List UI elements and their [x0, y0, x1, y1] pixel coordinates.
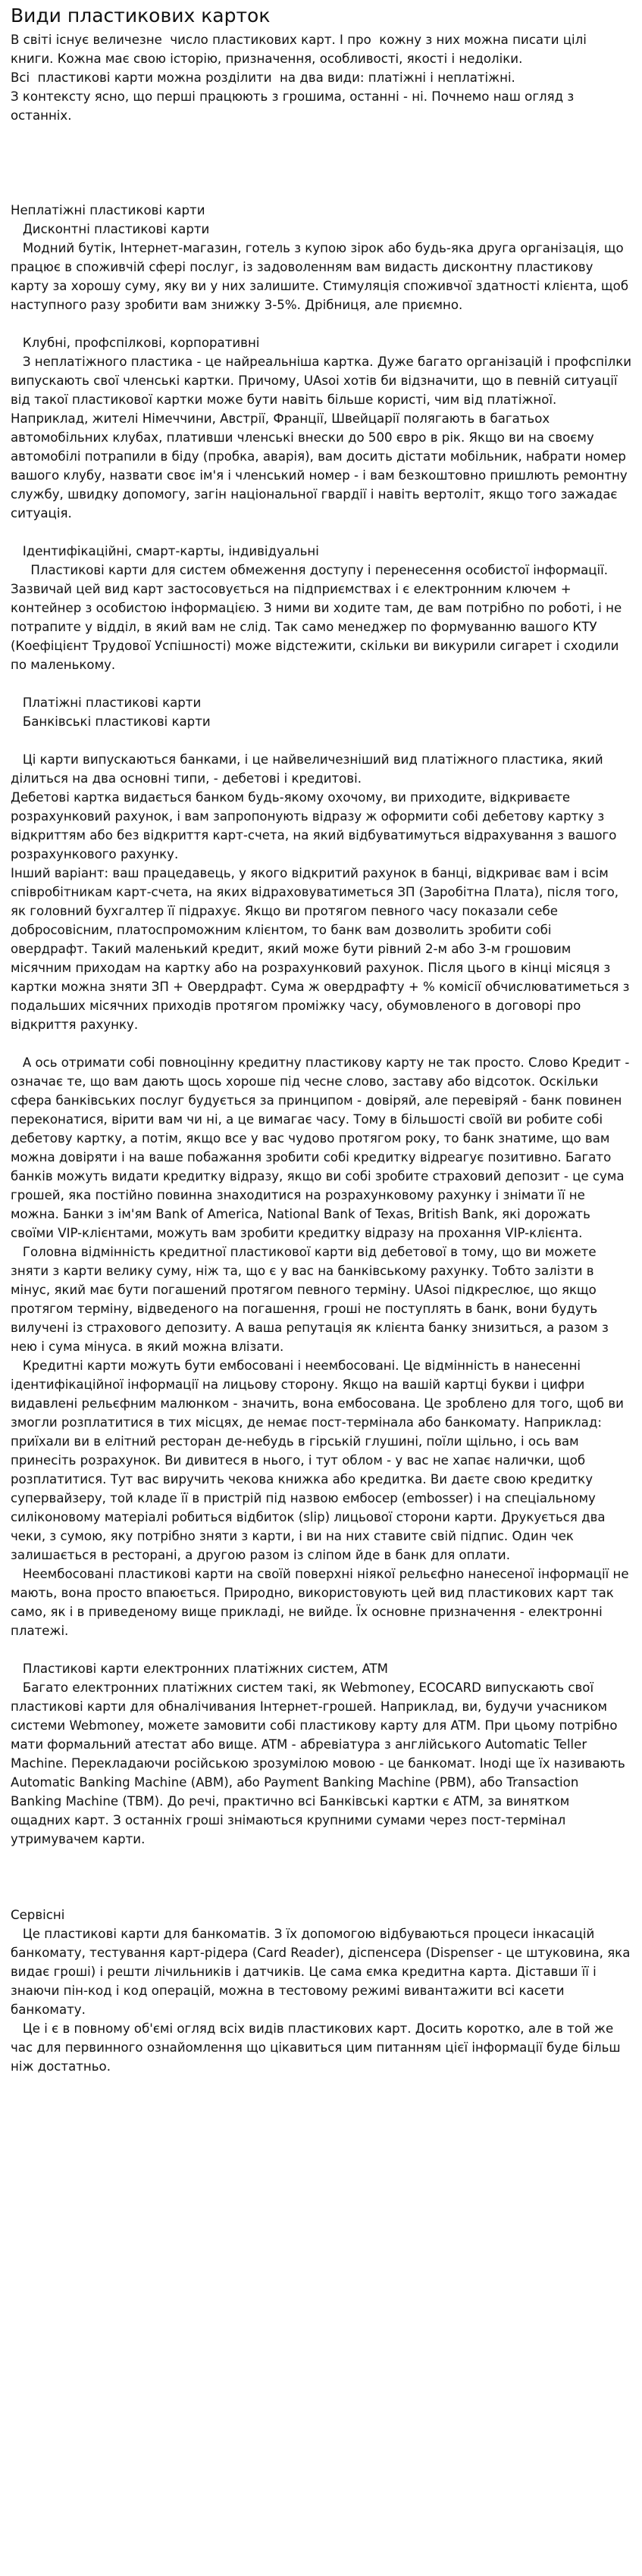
- paragraph: Ці карти випускаються банками, і це найвеличезніший вид платіжного пластика, який ділиться на два основні типи, - дебетові і кредитові.: [11, 752, 607, 786]
- blank-line: [11, 163, 631, 182]
- paragraph: Ідентифікаційні, смарт-карты, індивідуальні: [11, 544, 319, 558]
- paragraph: Це пластикові карти для банкоматів. З їх допомогою відбуваються процеси інкасацій банкомату, тестування карт-рідера (Card Reader), діспенсера (Dispenser - це штуковина, яка видає гроші) і решти лічильників і датчиків. Це сама ємка кредитна карта. Діставши її і знаючи пін-код і код операцій, можна в тестовому режимі вивантажити всі касети банкомату.: [11, 1927, 634, 2017]
- blank-line: [11, 731, 631, 750]
- paragraph: Модний бутік, Інтернет-магазин, готель з купою зірок або будь-яка друга організація, що працює в споживчій сфері послуг, із задоволенням вам видасть дисконтну пластикову карту за хорошу суму, яку ви у них залишите. Стимуляція споживчої здатності клієнта, щоб наступного разу зробити вам знижку 3-5%. Дрібниця, але приємно.: [11, 241, 633, 312]
- paragraph: Банківські пластикові карти: [11, 714, 211, 729]
- article-body: [11, 30, 636, 2076]
- paragraph: Дебетові картка видається банком будь-якому охочому, ви приходите, відкриваєте розрахунковий рахунок, і вам запропонують відразу ж оформити собі дебетову картку з відкриттям або без відкриття карт-счета, на який відбуватимуться відрахування з вашого розрахункового рахунку.: [11, 790, 621, 861]
- paragraph: З неплатіжного пластика - це найреальніша картка. Дуже багато організацій і профспілки випускають свої членські картки. Причому, UAsoi хотів би відзначити, що в певній ситуації від такої пластикової картки може бути навіть більше користі, чим від платіжної. Наприклад, жителі Німеччини, Австрії, Франції, Швейцарії полягають в багатьох автомобільних клубах, плативши членські внески до 500 євро в рік. Якщо ви на своєму автомобілі потрапили в біду (пробка, аварія), вам досить дістати мобільник, набрати номер вашого клубу, назвати своє ім'я і членський номер - і вам безкоштовно пришлють ремонтну службу, швидку допомогу, загін національної гвардії і навіть вертоліт, якщо того зажадає ситуація.: [11, 355, 636, 521]
- blank-line: [11, 1849, 631, 1868]
- blank-line: [11, 1640, 631, 1659]
- page-title: Види пластикових карток: [11, 5, 271, 27]
- blank-line: [11, 1887, 631, 1905]
- paragraph: Неплатіжні пластикові карти: [11, 203, 205, 217]
- blank-line: [11, 1034, 631, 1053]
- blank-line: [11, 314, 631, 333]
- paragraph: Неембосовані пластикові карти на своїй поверхні ніякої рельєфно нанесеної інформації не мають, вона просто впаюється. Природно, використовують цей вид пластикових карт так само, як і в приведеному вище прикладі, не вийде. Їх основне призначення - електронні платежі.: [11, 1567, 633, 1638]
- blank-line: [11, 1868, 631, 1887]
- paragraph: А ось отримати собі повноцінну кредитну пластикову карту не так просто. Слово Кредит - означає те, що вам дають щось хороше під чесне слово, заставу або відсоток. Оскільки сфера банківських послуг будується за принципом - довіряй, але перевіряй - банк повинен переконатися, вірити вам чи ні, а це вимагає часу. Тому в більшості своїй ви робите собі дебетову картку, а потім, якщо все у вас чудово протягом року, то банк знатиме, що вам можна довіряти і на ваше побажання зробити собі кредитку відреагує позитивно. Багато банків можуть видати кредитку відразу, якщо ви собі зробите страховий депозит - це сума грошей, яка постійно повинна знаходитися на розрахунковому рахунку і знімати її не можна. Банки з ім'ям Bank of America, National Bank of Texas, British Bank, які дорожать своїми VIP-клієнтами, можуть вам зробити кредитку відразу на прохання VIP-клієнта.: [11, 1055, 634, 1240]
- paragraph: Всі пластикові карти можна розділити на два види: платіжні і неплатіжні.: [11, 70, 515, 85]
- blank-line: [11, 182, 631, 201]
- paragraph: Кредитні карти можуть бути ембосовані і неембосовані. Це відмінність в нанесенні ідентифікаційної інформації на лицьову сторону. Якщо на вашій картці букви і цифри видавлені рельєфним малюнком - значить, вона ембосована. Це зроблено для того, щоб ви змогли розплатитися в тих місцях, де немає пост-термінала або банкомату. Наприклад: приїхали ви в елітний ресторан де-небудь в гірській глушині, поїли щільно, і ось вам принесіть розрахунок. Ви дивитеся в нього, і тут облом - у вас не хапає налички, щоб розплатитися. Тут вас виручить чекова книжка або кредитка. Ви даєте свою кредитку супервайзеру, той кладе її в пристрій під назвою ембосер (embosser) і на спеціальному силіконовому матеріалі робиться відбиток (slip) лицьової сторони карти. Друкується два чеки, з сумою, яку потрібно зняти з карти, і ви на них ставите свій підпис. Один чек залишається в ресторані, а другою разом із сліпом йде в банк для оплати.: [11, 1358, 628, 1562]
- paragraph: Пластикові карти електронних платіжних систем, ATM: [11, 1662, 388, 1676]
- paragraph: Головна відмінність кредитної пластикової карти від дебетової в тому, що ви можете зняти з карти велику суму, ніж та, що є у вас на банківському рахунку. Тобто залізти в мінус, який має бути погашений протягом певного терміну. UAsoi підкреслює, що якщо протягом терміну, відведеного на погашення, гроші не поступлять в банк, вони будуть вилучені із страхового депозиту. А ваша репутація як клієнта банку знизиться, а разом з нею і сума мінуса. в який можна влізати.: [11, 1245, 613, 1354]
- paragraph: Це і є в повному об'ємі огляд всіх видів пластикових карт. Досить коротко, але в той же час для первинного ознайомлення що цікавиться цим питанням цієї інформації буде більш ніж достатньо.: [11, 2021, 625, 2074]
- blank-line: [11, 125, 631, 144]
- paragraph: Дисконтні пластикові карти: [11, 222, 210, 236]
- blank-line: [11, 144, 631, 163]
- paragraph: Платіжні пластикові карти: [11, 696, 202, 710]
- paragraph: З контексту ясно, що перші працюють з грошима, останні - ні. Почнемо наш огляд з останніх.: [11, 89, 578, 123]
- blank-line: [11, 523, 631, 542]
- paragraph: Клубні, профспілкові, корпоративні: [11, 336, 260, 350]
- paragraph: Інший варіант: ваш працедавець, у якого відкритий рахунок в банці, відкриває вам і всім співробітникам карт-счета, на яких відраховуватиметься ЗП (Заробітна Плата), після того, як головний бухгалтер її підрахує. Якщо ви протягом певного часу показали себе добросовісним, платоспроможним клієнтом, то банк вам дозволить зробити собі овердрафт. Такий маленький кредит, який може бути рівний 2-м або 3-м грошовим місячним приходам на картку або на розрахунковий рахунок. Після цього в кінці місяця з картки можна зняти ЗП + Овердрафт. Сума ж овердрафту + % комісії обчислюватиметься з подальших місячних приходів протягом проміжку часу, обумовленого в договорі про відкриття рахунку.: [11, 866, 634, 1032]
- paragraph: Багато електронних платіжних систем такі, як Webmoney, ECOCARD випускають свої пластикові карти для обналічивания Інтернет-грошей. Наприклад, ви, будучи учасником системи Webmoney, можете замовити собі пластикову карту для ATM. При цьому потрібно мати формальний атестат або вище. ATM - абревіатура з англійського Automatic Teller Machine. Перекладаючи російською зрозумілою мовою - це банкомат. Іноді ще їх називають Automatic Banking Machine (ABM), або Payment Banking Machine (PBM), або Transaction Banking Machine (TBM). До речі, практично всі Банківські картки є ATM, за винятком ощадних карт. З останніх гроші знімаються крупними сумами через пост-термінал утримувачем карти.: [11, 1680, 630, 1846]
- paragraph: Сервісні: [11, 1908, 65, 1922]
- blank-line: [11, 674, 631, 693]
- paragraph: Пластикові карти для систем обмеження доступу і перенесення особистої інформації. Зазвичай цей вид карт застосовується на підприємствах і є електронним ключем + контейнер з особистою інформацією. З ними ви ходите там, де вам потрібно по роботі, і не потрапите у відділ, в який вам не слід. Так само менеджер по формуванню вашого КТУ (Коефіцієнт Трудової Успішності) може відстежити, скільки ви викурили сигарет і сходили по маленькому.: [11, 563, 626, 672]
- paragraph: В світі існує величезне число пластикових карт. І про кожну з них можна писати цілі книги. Кожна має свою історію, призначення, особливості, якості і недоліки.: [11, 33, 591, 66]
